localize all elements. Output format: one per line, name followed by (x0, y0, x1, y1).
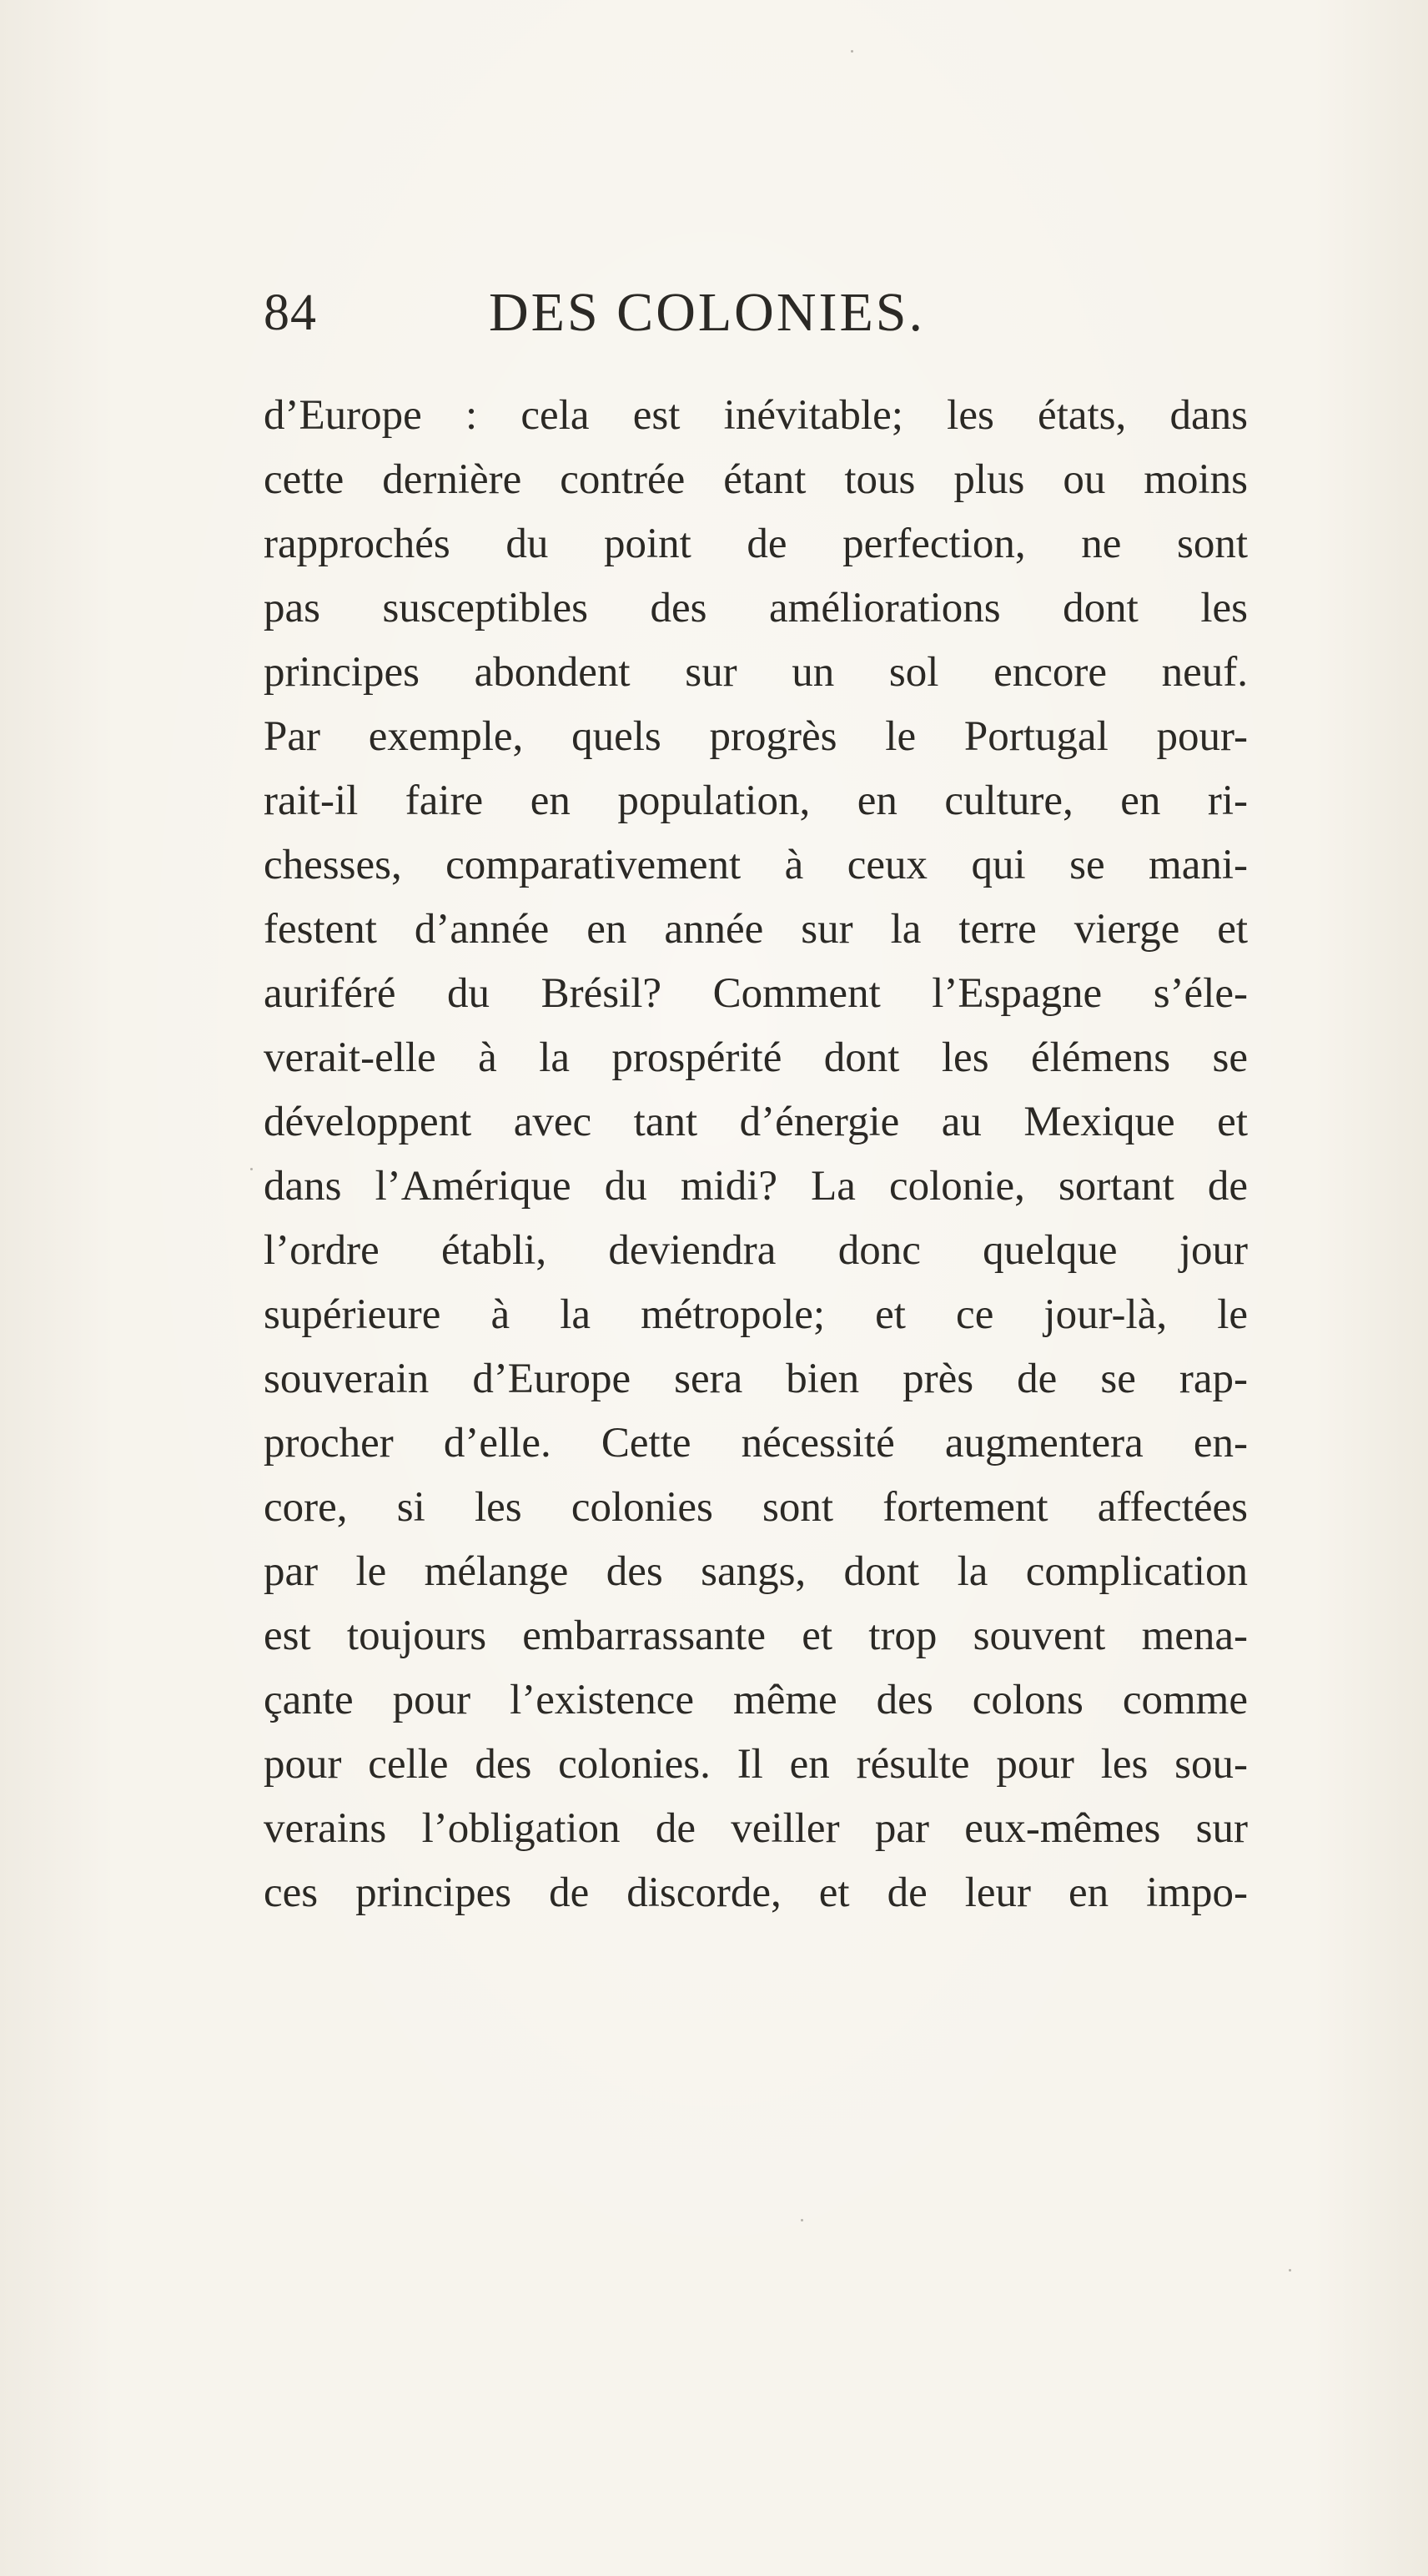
text-line: est toujours embarrassante et trop souvent mena- (264, 1613, 1248, 1659)
text-line: pour celle des colonies. Il en résulte pour les sou- (264, 1741, 1248, 1788)
text-line: par le mélange des sangs, dont la complication (264, 1548, 1248, 1595)
text-line: rait-il faire en population, en culture, en ri- (264, 777, 1248, 824)
text-line: Par exemple, quels progrès le Portugal pour- (264, 713, 1248, 760)
text-line: core, si les colonies sont fortement affectées (264, 1484, 1248, 1531)
text-line: ces principes de discorde, et de leur en impo- (264, 1869, 1248, 1916)
text-line: souverain d’Europe sera bien près de se rap- (264, 1356, 1248, 1402)
page-number: 84 (264, 284, 317, 341)
text-line: procher d’elle. Cette nécessité augmentera en- (264, 1420, 1248, 1467)
paper-speck (801, 2219, 803, 2221)
text-line: verait-elle à la prospérité dont les élémens se (264, 1034, 1248, 1081)
text-line: dans l’Amérique du midi? La colonie, sortant de (264, 1163, 1248, 1210)
text-line: çante pour l’existence même des colons comme (264, 1677, 1248, 1723)
paper-speck (1289, 2269, 1291, 2272)
body-text (264, 384, 1248, 1925)
text-line: festent d’année en année sur la terre vierge et (264, 906, 1248, 953)
running-title: DES COLONIES. (489, 282, 926, 343)
text-line: supérieure à la métropole; et ce jour-là, le (264, 1291, 1248, 1338)
text-line: verains l’obligation de veiller par eux-mêmes sur (264, 1805, 1248, 1852)
text-line: chesses, comparativement à ceux qui se mani- (264, 842, 1248, 888)
text-line: principes abondent sur un sol encore neuf. (264, 649, 1248, 696)
page-header (264, 279, 1098, 346)
paper-speck (250, 1168, 253, 1170)
text-line: auriféré du Brésil? Comment l’Espagne s’éle- (264, 970, 1248, 1017)
text-line: rapprochés du point de perfection, ne sont (264, 521, 1248, 567)
text-line: pas susceptibles des améliorations dont les (264, 585, 1248, 631)
text-line: d’Europe : cela est inévitable; les états, dans (264, 392, 1248, 439)
paper-speck (851, 50, 853, 53)
text-line: développent avec tant d’énergie au Mexique et (264, 1099, 1248, 1145)
text-line: l’ordre établi, deviendra donc quelque jour (264, 1227, 1248, 1274)
text-line: cette dernière contrée étant tous plus ou moins (264, 456, 1248, 503)
